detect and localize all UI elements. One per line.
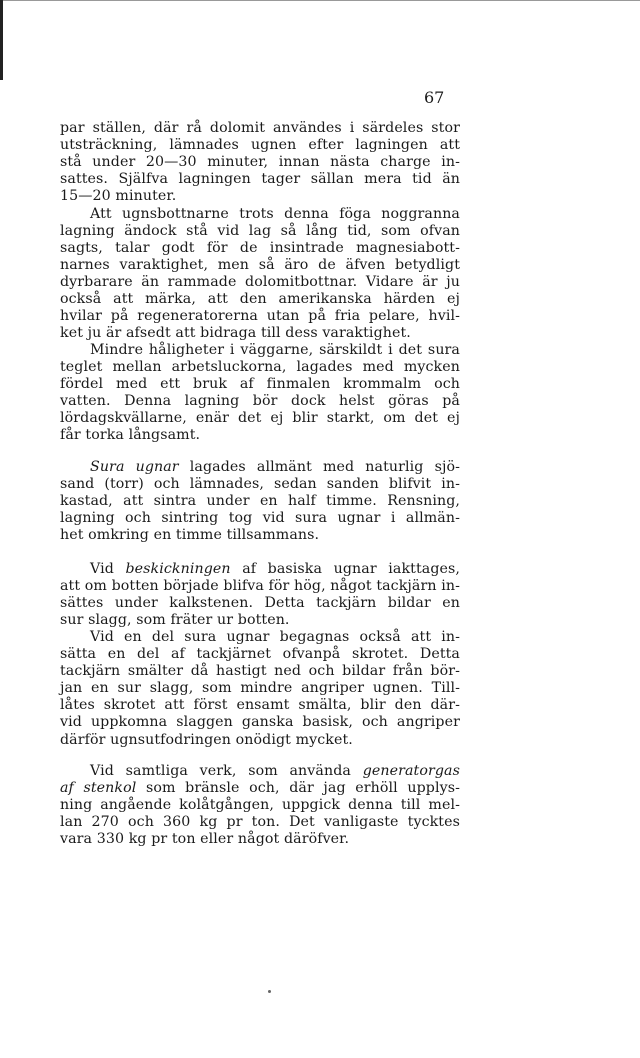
text-line: tackjärn smälter då hastigt ned och bildar från bör- bbox=[60, 663, 460, 680]
text-line: får torka långsamt. bbox=[60, 427, 201, 444]
text-line: vid uppkomna slaggen ganska basisk, och angriper bbox=[60, 714, 460, 731]
paragraph-3 bbox=[60, 342, 460, 445]
text-line: stå under 20—30 minuter, innan nästa charge in- bbox=[60, 154, 460, 171]
text-line: Mindre håligheter i väggarne, särskildt i det sura bbox=[90, 342, 460, 358]
text-line: fördel med ett bruk af finmalen krommalm och bbox=[60, 376, 460, 393]
text-line: narnes varaktighet, men så äro de äfven betydligt bbox=[60, 256, 460, 273]
emphasis-term: af stenkol bbox=[60, 780, 137, 797]
text-line: kastad, att sintra under en half timme. Rensning, bbox=[60, 493, 460, 510]
text-line: lagning och sintring tog vid sura ugnar i allmän- bbox=[60, 510, 460, 527]
paragraph-4 bbox=[60, 459, 460, 544]
text-line bbox=[60, 763, 460, 780]
text-line: sagts, talar godt för de insintrade magnesiabott- bbox=[60, 239, 460, 256]
text-line: vara 330 kg pr ton eller något däröfver. bbox=[60, 831, 350, 848]
page-top-border bbox=[0, 0, 640, 1]
emphasis-term: Sura ugnar bbox=[90, 459, 179, 475]
emphasis-term: generatorgas bbox=[362, 763, 460, 779]
binding-edge-mark bbox=[0, 0, 3, 80]
paragraph-5 bbox=[60, 561, 460, 629]
text-line: därför ugnsutfodringen onödigt mycket. bbox=[60, 731, 353, 748]
text-line bbox=[60, 561, 460, 578]
text-line: sättes under kalkstenen. Detta tackjärn bildar en bbox=[60, 595, 460, 612]
page-number: 67 bbox=[424, 88, 445, 107]
text-line: Vid en del sura ugnar begagnas också att in- bbox=[90, 629, 460, 645]
text-line bbox=[60, 780, 460, 797]
text-fragment: af basiska ugnar iakttages, bbox=[230, 561, 460, 577]
text-line: också att märka, att den amerikanska härden ej bbox=[60, 290, 460, 307]
text-fragment: som bränsle och, där jag erhöll upplys- bbox=[136, 780, 460, 797]
text-line: teglet mellan arbetsluckorna, lagades med mycken bbox=[60, 359, 460, 376]
ink-speck bbox=[268, 990, 271, 993]
text-line: vatten. Denna lagning bör dock helst göras på bbox=[60, 393, 460, 410]
text-line: sand (torr) och lämnades, sedan sanden blifvit in- bbox=[60, 476, 460, 493]
text-line: låtes skrotet att först ensamt smälta, blir den där- bbox=[60, 697, 460, 714]
paragraph-6 bbox=[60, 629, 460, 749]
text-line: Att ugnsbottnarne trots denna föga noggranna bbox=[90, 205, 460, 222]
text-fragment: lagades allmänt med naturlig sjö- bbox=[178, 459, 460, 475]
text-line: utsträckning, lämnades ugnen efter lagningen att bbox=[60, 137, 460, 154]
text-line: 15—20 minuter. bbox=[60, 188, 177, 205]
text-fragment: Vid samtliga verk, som använda bbox=[90, 763, 363, 779]
text-line: ket ju är afsedt att bidraga till dess varaktighet. bbox=[60, 325, 411, 342]
text-line: lördagskvällarne, enär det ej blir starkt, om det ej bbox=[60, 410, 460, 427]
text-line: lagning ändock stå vid lag så lång tid, som ofvan bbox=[60, 222, 460, 239]
text-line: par ställen, där rå dolomit användes i särdeles stor bbox=[60, 120, 460, 136]
text-line: sur slagg, som fräter ur botten. bbox=[60, 612, 290, 629]
text-line: jan en sur slagg, som mindre angriper ugnen. Till- bbox=[60, 680, 460, 697]
text-line: hvilar på regeneratorerna utan på fria pelare, hvil- bbox=[60, 308, 460, 325]
text-fragment: Vid bbox=[90, 561, 126, 577]
paragraph-7 bbox=[60, 763, 460, 848]
text-line: het omkring en timme tillsammans. bbox=[60, 527, 320, 544]
text-line: lan 270 och 360 kg pr ton. Det vanligaste tycktes bbox=[60, 814, 460, 831]
text-line: sätta en del af tackjärnet ofvanpå skrotet. Detta bbox=[60, 646, 460, 663]
text-line: ning angående kolåtgången, uppgick denna till mel- bbox=[60, 797, 460, 814]
paragraph-1 bbox=[60, 120, 460, 205]
text-line: att om botten började blifva för hög, något tackjärn in- bbox=[60, 578, 460, 595]
paragraph-2 bbox=[60, 206, 460, 343]
text-line: sattes. Själfva lagningen tager sällan mera tid än bbox=[60, 171, 460, 188]
text-line bbox=[60, 459, 460, 476]
text-line: dyrbarare än rammade dolomitbottnar. Vidare är ju bbox=[60, 273, 460, 290]
emphasis-term: beskickningen bbox=[125, 561, 231, 577]
